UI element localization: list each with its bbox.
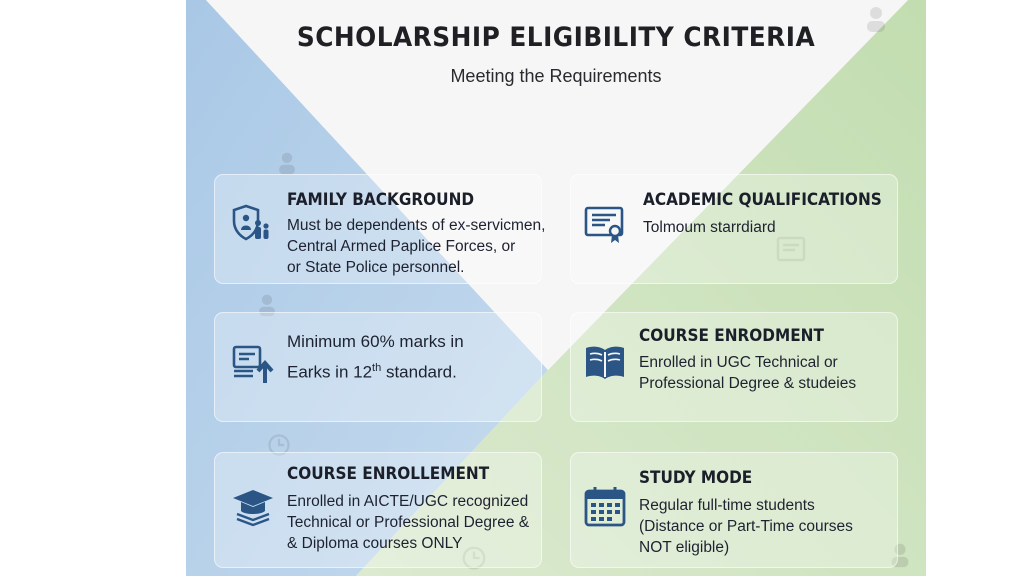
card-body-line: or State Police personnel. xyxy=(287,259,465,276)
page-subtitle: Meeting the Requirements xyxy=(450,66,662,86)
card-body-line: Enrolled in AICTE/UGC recognized xyxy=(287,493,529,510)
card-body-line: Minimum 60% marks in xyxy=(287,332,464,351)
card-body-line: Technical or Professional Degree & xyxy=(287,514,530,531)
card-study-mode xyxy=(570,452,898,568)
card-body-line: Regular full-time students xyxy=(639,497,815,514)
card-body xyxy=(639,352,856,394)
card-heading: COURSE ENROLLEMENT xyxy=(287,464,490,484)
card-heading: FAMILY BACKGROUND xyxy=(287,190,475,210)
page-title: SCHOLARSHIP ELIGIBILITY CRITERIA xyxy=(296,22,816,53)
infographic-poster xyxy=(186,0,926,576)
card-course-enrollement xyxy=(214,452,542,568)
card-body-line: & Diploma courses ONLY xyxy=(287,535,463,552)
card-body xyxy=(287,491,529,554)
card-body-line: Professional Degree & studeies xyxy=(639,375,857,392)
card-body-line: Central Armed Paplice Forces, or xyxy=(287,238,516,255)
card-heading: COURSE ENRODMENT xyxy=(639,326,824,346)
ordinal-suffix: th xyxy=(372,362,382,374)
card-heading: ACADEMIC QUALIFICATIONS xyxy=(643,190,882,210)
card-course-enrodment xyxy=(570,312,898,422)
card-academic-qualifications xyxy=(570,174,898,284)
report-arrow-up-icon xyxy=(231,343,275,387)
marks-text: standard. xyxy=(381,362,457,382)
card-body xyxy=(639,495,853,558)
card-body xyxy=(287,329,464,386)
shield-family-icon xyxy=(231,203,275,247)
card-body xyxy=(287,215,545,278)
card-body-line: (Distance or Part-Time courses xyxy=(639,518,853,535)
calendar-icon xyxy=(583,485,627,529)
marks-text: Earks in 12 xyxy=(287,362,373,382)
card-body-line xyxy=(287,355,464,386)
certificate-icon xyxy=(583,203,627,247)
open-book-icon xyxy=(583,341,627,385)
graduation-cap-icon xyxy=(231,483,275,527)
card-body-line: Must be dependents of ex-servicmen, xyxy=(287,217,546,234)
card-minimum-marks xyxy=(214,312,542,422)
card-body-line: Tolmoum starrdiard xyxy=(643,219,776,236)
card-body xyxy=(643,217,776,238)
card-body-line: Enrolled in UGC Technical or xyxy=(639,354,838,371)
card-body-line: NOT eligible) xyxy=(639,539,730,556)
card-heading: STUDY MODE xyxy=(639,468,753,488)
faint-person-icon xyxy=(274,150,300,176)
card-family-background xyxy=(214,174,546,284)
